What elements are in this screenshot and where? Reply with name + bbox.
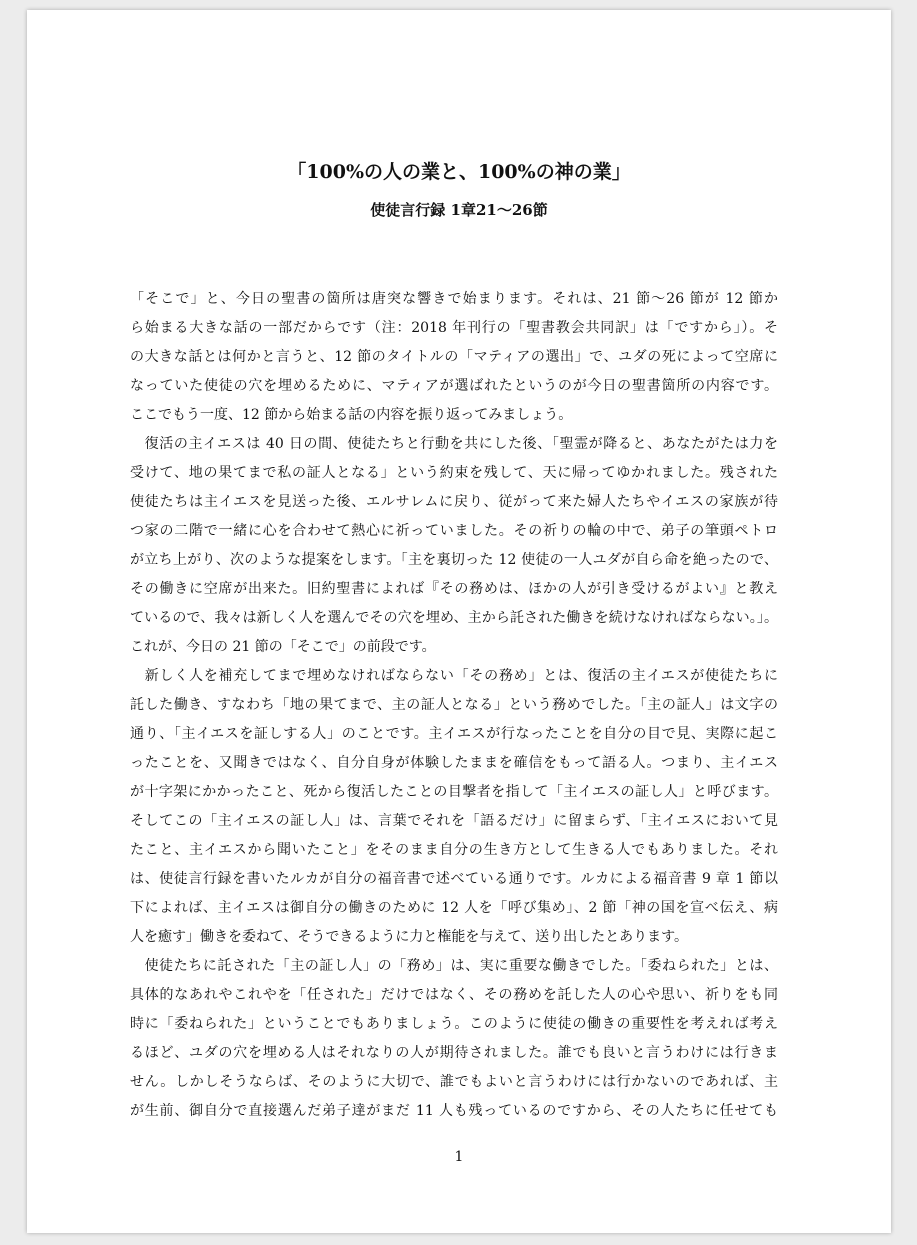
document-page xyxy=(27,10,891,1233)
text-line: が十字架にかかったこと、死から復活したことの目撃者を指して「主イエスの証し人」と呼びます。 xyxy=(130,784,778,800)
text-line: 使徒たちに託された「主の証し人」の「務め」は、実に重要な働きでした。「委ねられた」とは、 xyxy=(130,958,778,974)
document-subtitle: 使徒言行録 1章21～26節 xyxy=(370,201,548,219)
text-line: そしてこの「主イエスの証し人」は、言葉でそれを「語るだけ」に留まらず、「主イエスにおいて見 xyxy=(130,813,778,829)
sermon-body xyxy=(130,285,778,1126)
text-line: その働きに空席が出来た。旧約聖書によれば『その務めは、ほかの人が引き受けるがよい』と教え xyxy=(130,581,778,597)
text-line: 通り、「主イエスを証しする人」のことです。主イエスが行なったことを自分の目で見、実際に起こ xyxy=(130,726,778,742)
text-line: これが、今日の 21 節の「そこで」の前段です。 xyxy=(130,639,436,655)
text-line: 使徒たちは主イエスを見送った後、エルサレムに戻り、従がって来た婦人たちやイエスの家族が待 xyxy=(130,494,778,510)
text-line: の大きな話とは何かと言うと、12 節のタイトルの「マティアの選出」で、ユダの死によって空席に xyxy=(130,349,778,365)
text-line: 時に「委ねられた」ということでもありましょう。このように使徒の働きの重要性を考えれば考え xyxy=(130,1016,778,1032)
text-line: 具体的なあれやこれやを「任された」だけではなく、その務めを託した人の心や思い、祈りをも同 xyxy=(130,987,778,1003)
text-line: 下によれば、主イエスは御自分の働きのために 12 人を「呼び集め」、2 節「神の国を宣べ伝え、病 xyxy=(130,900,778,916)
text-line: 新しく人を補充してまで埋めなければならない「その務め」とは、復活の主イエスが使徒たちに xyxy=(130,668,778,684)
text-line: つ家の二階で一緒に心を合わせて熱心に祈っていました。その祈りの輪の中で、弟子の筆頭ペトロ xyxy=(130,523,778,539)
text-line: 「そこで」と、今日の聖書の箇所は唐突な響きで始まります。それは、21 節～26 節が 12 節か xyxy=(130,291,778,307)
text-line: るほど、ユダの穴を埋める人はそれなりの人が期待されました。誰でも良いと言うわけには行きま xyxy=(130,1045,778,1061)
text-line: 託した働き、すなわち「地の果てまで、主の証人となる」という務めでした。「主の証人」は文字の xyxy=(130,697,778,713)
text-line: なっていた使徒の穴を埋めるために、マティアが選ばれたというのが今日の聖書箇所の内容です。 xyxy=(130,378,778,394)
text-line: は、使徒言行録を書いたルカが自分の福音書で述べている通りです。ルカによる福音書 9 章 1 節以 xyxy=(130,871,778,887)
text-line: が生前、御自分で直接選んだ弟子達がまだ 11 人も残っているのですから、その人たちに任せても xyxy=(130,1103,778,1119)
text-line: 受けて、地の果てまで私の証人となる」という約束を残して、天に帰ってゆかれました。残された xyxy=(130,465,778,481)
text-line: 復活の主イエスは 40 日の間、使徒たちと行動を共にした後、「聖霊が降ると、あなたがたは力を xyxy=(130,436,778,452)
document-title: 「100%の人の業と、100%の神の業」 xyxy=(287,161,631,183)
text-line: せん。しかしそうならば、そのように大切で、誰でもよいと言うわけには行かないのであれば、主 xyxy=(130,1074,778,1090)
text-line: 人を癒す」働きを委ねて、そうできるように力と権能を与えて、送り出したとあります。 xyxy=(130,929,688,945)
page-number: 1 xyxy=(454,1149,464,1165)
text-line: が立ち上がり、次のような提案をします。「主を裏切った 12 使徒の一人ユダが自ら命を絶ったので、 xyxy=(130,552,778,568)
text-line: ったことを、又聞きではなく、自分自身が体験したままを確信をもって語る人。つまり、主イエス xyxy=(130,755,778,771)
text-line: ここでもう一度、12 節から始まる話の内容を振り返ってみましょう。 xyxy=(130,407,573,423)
text-line: たこと、主イエスから聞いたこと」をそのまま自分の生き方として生きる人でもありました。それ xyxy=(130,842,778,858)
text-line: ら始まる大きな話の一部だからです（注：2018 年刊行の「聖書教会共同訳」は「ですから」）。そ xyxy=(130,320,778,336)
text-line: ているので、我々は新しく人を選んでその穴を埋め、主から託された働きを続けなければならない。」。 xyxy=(130,610,778,626)
